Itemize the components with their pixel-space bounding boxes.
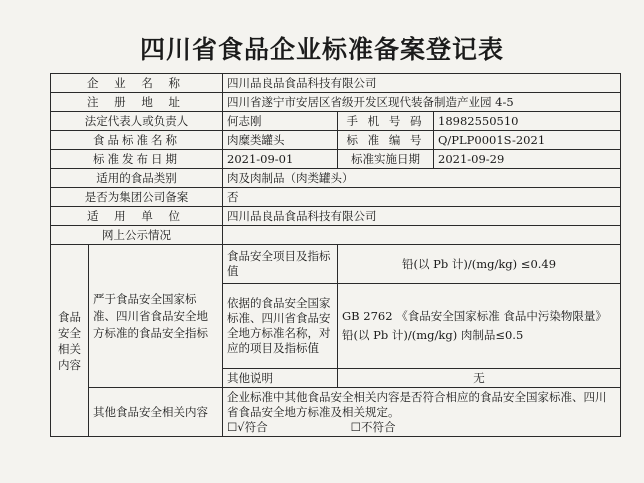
- stricter-label: 严于食品安全国家标准、四川省食品安全地方标准的食品安全指标: [89, 245, 223, 388]
- phone-value: 18982550510: [434, 112, 621, 131]
- address-value: 四川省遂宁市安居区省级开发区现代装备制造产业园 4-5: [223, 93, 621, 112]
- std-no-label: 标 准 编 号: [338, 131, 434, 150]
- item-label: 食品安全项目及指标值: [223, 245, 338, 284]
- comply-yes-checkbox[interactable]: ☐√符合: [227, 419, 268, 434]
- std-name-label: 食品标准名称: [51, 131, 223, 150]
- row-group: [51, 188, 621, 207]
- impl-date-label: 标准实施日期: [338, 150, 434, 169]
- basis-value-line-2: 铅(以 Pb 计)/(mg/kg) 肉制品≤0.5: [342, 328, 524, 342]
- pub-date-label: 标准发布日期: [51, 150, 223, 169]
- phone-label: 手 机 号 码: [338, 112, 434, 131]
- row-legal: [51, 112, 621, 131]
- row-safety-item: [51, 245, 621, 284]
- unit-label: 适 用 单 位: [51, 207, 223, 226]
- basis-value: [338, 284, 621, 369]
- online-value: [223, 226, 621, 245]
- legal-value: 何志刚: [223, 112, 338, 131]
- online-label: 网上公示情况: [51, 226, 223, 245]
- row-std-name: [51, 131, 621, 150]
- row-category: [51, 169, 621, 188]
- group-value: 否: [223, 188, 621, 207]
- comply-no-checkbox[interactable]: ☐不符合: [350, 419, 396, 434]
- other-related-content: [223, 388, 621, 437]
- row-other-related: [51, 388, 621, 437]
- company-value: 四川品良品食品科技有限公司: [223, 74, 621, 93]
- basis-value-line-1: GB 2762 《食品安全国家标准 食品中污染物限量》: [342, 309, 607, 323]
- page-title: 四川省食品企业标准备案登记表: [139, 35, 504, 64]
- company-label: 企 业 名 称: [51, 74, 223, 93]
- safety-section-text: 食品安全相关内容: [58, 309, 81, 372]
- std-name-value: 肉糜类罐头: [223, 131, 338, 150]
- row-online: [51, 226, 621, 245]
- unit-value: 四川品良品食品科技有限公司: [223, 207, 621, 226]
- address-label: 注 册 地 址: [51, 93, 223, 112]
- pub-date-value: 2021-09-01: [223, 150, 338, 169]
- row-address: [51, 93, 621, 112]
- other-related-label: 其他食品安全相关内容: [89, 388, 223, 437]
- other-value: 无: [338, 369, 621, 388]
- comply-options: [227, 420, 616, 435]
- item-value: 铅(以 Pb 计)/(mg/kg) ≤0.49: [338, 245, 621, 284]
- registration-table: [50, 73, 621, 437]
- safety-section-label: [51, 245, 89, 437]
- row-unit: [51, 207, 621, 226]
- impl-date-value: 2021-09-29: [434, 150, 621, 169]
- legal-label: 法定代表人或负责人: [51, 112, 223, 131]
- row-dates: [51, 150, 621, 169]
- other-label: 其他说明: [223, 369, 338, 388]
- std-no-value: Q/PLP0001S-2021: [434, 131, 621, 150]
- row-company: [51, 74, 621, 93]
- category-value: 肉及肉制品（肉类罐头）: [223, 169, 621, 188]
- basis-label: 依据的食品安全国家标准、四川省食品安全地方标准名称，对应的项目及指标值: [223, 284, 338, 369]
- category-label: 适用的食品类别: [51, 169, 223, 188]
- other-related-text: 企业标准中其他食品安全相关内容是否符合相应的食品安全国家标准、四川省食品安全地方标准及相关规定。: [227, 389, 607, 419]
- group-label: 是否为集团公司备案: [51, 188, 223, 207]
